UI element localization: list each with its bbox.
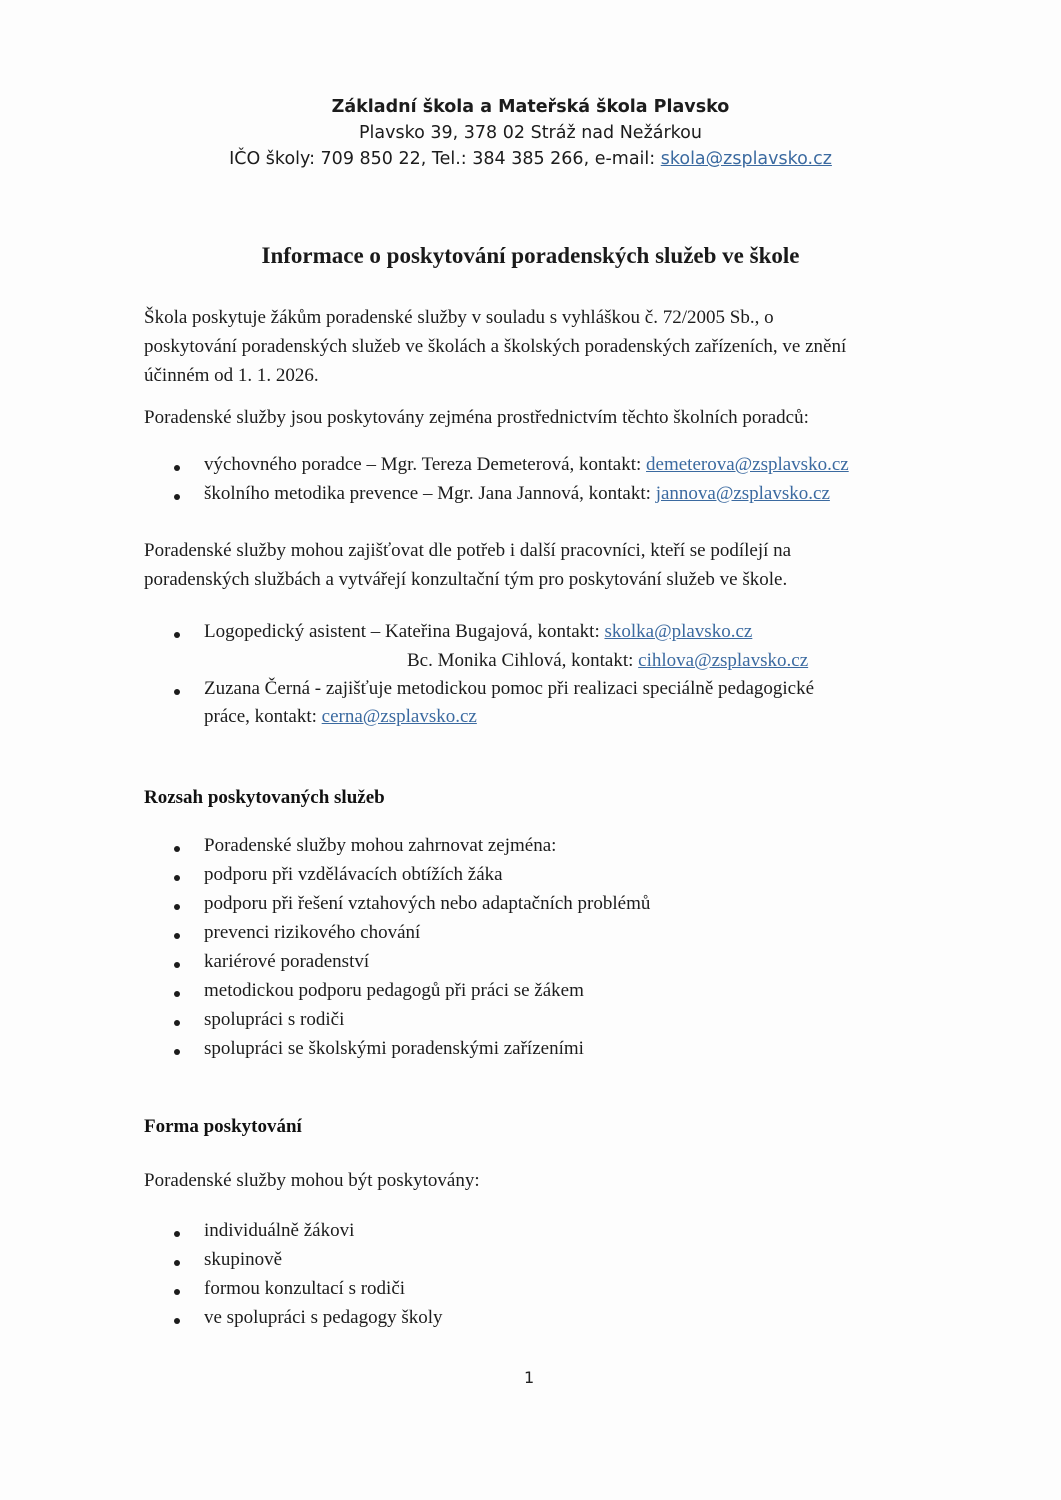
staff-text: práce, kontakt: — [204, 706, 322, 727]
staff-email-link[interactable]: cerna@zsplavsko.cz — [321, 706, 477, 727]
bullet-icon — [174, 632, 180, 638]
bullet-icon — [174, 1260, 180, 1266]
intro-line: Škola poskytuje žákům poradenské služby v souladu s vyhláškou č. 72/2005 Sb., o — [144, 307, 774, 328]
bullet-icon — [174, 689, 180, 695]
bullet-icon — [174, 1049, 180, 1055]
list-item: individuálně žákovi — [204, 1220, 355, 1241]
form-heading: Forma poskytování — [144, 1116, 302, 1137]
bullet-icon — [174, 465, 180, 471]
document-title: Informace o poskytování poradenských služeb ve škole — [261, 243, 800, 268]
list-item: formou konzultací s rodiči — [204, 1278, 406, 1299]
intro-paragraph — [144, 303, 846, 390]
school-contact — [0, 146, 1061, 172]
contact-text: IČO školy: 709 850 22, Tel.: 384 385 266, e-mail: — [229, 149, 661, 169]
form-intro: Poradenské služby mohou být poskytovány: — [144, 1170, 480, 1191]
school-email-link[interactable]: skola@zsplavsko.cz — [660, 149, 832, 169]
staff-item — [204, 678, 814, 728]
list-item: Poradenské služby mohou zahrnovat zejména: — [204, 835, 557, 856]
staff-text: Logopedický asistent – Kateřina Bugajová, kontakt: — [204, 621, 605, 642]
bullet-icon — [174, 1020, 180, 1026]
advisor-item — [204, 483, 830, 505]
intro-line: poskytování poradenských služeb ve školách a školských poradenských zařízeních, ve znění — [144, 336, 847, 357]
list-item: kariérové poradenství — [204, 951, 370, 972]
advisor-text: školního metodika prevence – Mgr. Jana Jannová, kontakt: — [204, 483, 656, 504]
staff-email-link[interactable]: skolka@plavsko.cz — [604, 621, 753, 642]
list-item: ve spolupráci s pedagogy školy — [204, 1307, 443, 1328]
intro-line: účinném od 1. 1. 2026. — [144, 365, 319, 386]
bullet-icon — [174, 1318, 180, 1324]
bullet-icon — [174, 962, 180, 968]
page-number: 1 — [524, 1368, 535, 1387]
advisor-text: výchovného poradce – Mgr. Tereza Demeterová, kontakt: — [204, 454, 647, 475]
bullet-icon — [174, 991, 180, 997]
staff-text: Bc. Monika Cihlová, kontakt: — [407, 650, 639, 671]
staff-item — [407, 650, 808, 672]
bullet-icon — [174, 875, 180, 881]
bullet-icon — [174, 904, 180, 910]
letterhead — [0, 94, 1061, 172]
advisor-email-link[interactable]: jannova@zsplavsko.cz — [655, 483, 830, 504]
list-item: metodickou podporu pedagogů při práci se žákem — [204, 980, 584, 1001]
list-item: podporu při vzdělávacích obtížích žáka — [204, 864, 503, 885]
advisor-item — [204, 454, 849, 476]
advisor-email-link[interactable]: demeterova@zsplavsko.cz — [646, 454, 849, 475]
others-intro-line: Poradenské služby mohou zajišťovat dle potřeb i další pracovníci, kteří se podílejí na — [144, 540, 792, 561]
scope-heading: Rozsah poskytovaných služeb — [144, 787, 385, 808]
bullet-icon — [174, 846, 180, 852]
others-intro-line: poradenských službách a vytvářejí konzultační tým pro poskytování služeb ve škole. — [144, 569, 788, 590]
list-item: spolupráci se školskými poradenskými zařízeními — [204, 1038, 584, 1059]
staff-text: Zuzana Černá - zajišťuje metodickou pomoc při realizaci speciálně pedagogické — [204, 678, 815, 699]
school-name: Základní škola a Mateřská škola Plavsko — [331, 97, 730, 117]
list-item: skupinově — [204, 1249, 283, 1270]
list-item: spolupráci s rodiči — [204, 1009, 345, 1030]
list-item: podporu při řešení vztahových nebo adaptačních problémů — [204, 893, 651, 914]
bullet-icon — [174, 933, 180, 939]
bullet-icon — [174, 1231, 180, 1237]
others-intro-paragraph — [144, 536, 791, 594]
bullet-icon — [174, 494, 180, 500]
school-address: Plavsko 39, 378 02 Stráž nad Nežárkou — [359, 123, 702, 143]
list-item: prevenci rizikového chování — [204, 922, 421, 943]
staff-email-link[interactable]: cihlova@zsplavsko.cz — [638, 650, 809, 671]
staff-item — [204, 621, 752, 643]
advisors-intro: Poradenské služby jsou poskytovány zejména prostřednictvím těchto školních poradců: — [144, 407, 809, 428]
bullet-icon — [174, 1289, 180, 1295]
